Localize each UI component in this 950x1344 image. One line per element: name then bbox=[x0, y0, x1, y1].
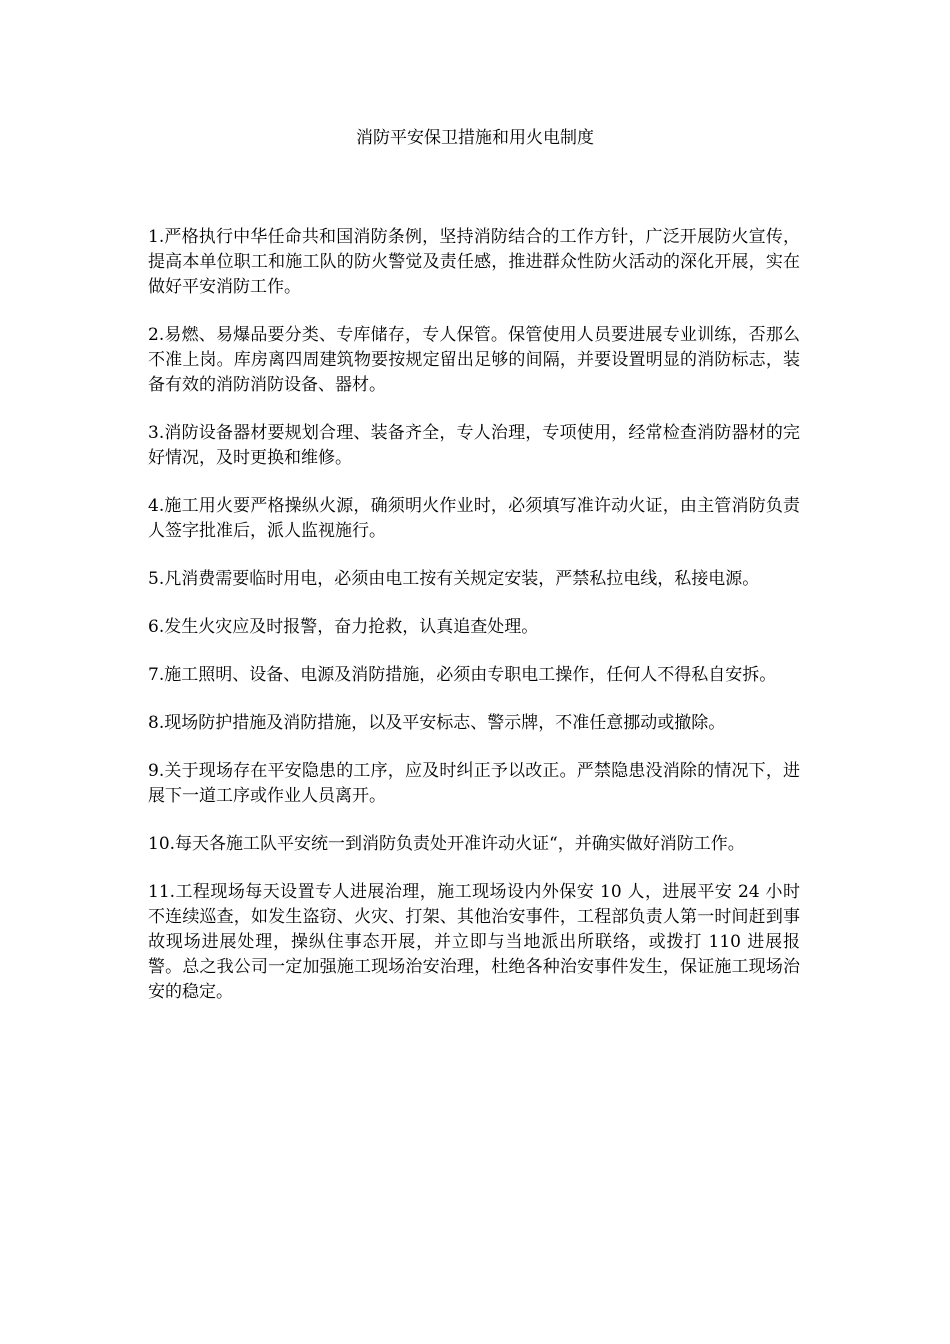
paragraph-8: 8.现场防护措施及消防措施，以及平安标志、警示牌，不准任意挪动或撤除。 bbox=[148, 713, 726, 733]
document-body bbox=[148, 225, 800, 1028]
paragraph-11: 11.工程现场每天设置专人进展治理，施工现场设内外保安 10 人，进展平安 24 小时不连续巡查，如发生盗窃、火灾、打架、其他治安事件，工程部负责人第一时间赶到事故现场进展处理，操纵住事态开展，并立即与当地派出所联络，或拨打 110 进展报警。总之我公司一定加强施工现场治安治理，杜绝各种治安事件发生，保证施工现场治安的稳定。 bbox=[148, 882, 800, 1002]
paragraph-5: 5.凡消费需要临时用电，必须由电工按有关规定安装，严禁私拉电线，私接电源。 bbox=[148, 569, 760, 589]
paragraph-6: 6.发生火灾应及时报警，奋力抢救，认真追查处理。 bbox=[148, 617, 539, 637]
paragraph-7: 7.施工照明、设备、电源及消防措施，必须由专职电工操作，任何人不得私自安拆。 bbox=[148, 665, 777, 685]
paragraph-1: 1.严格执行中华任命共和国消防条例，坚持消防结合的工作方针，广泛开展防火宣传，提高本单位职工和施工队的防火警觉及责任感，推进群众性防火活动的深化开展，实在做好平安消防工作。 bbox=[148, 227, 800, 297]
document-title: 消防平安保卫措施和用火电制度 bbox=[356, 128, 594, 148]
paragraph-10: 10.每天各施工队平安统一到消防负责处开准许动火证“，并确实做好消防工作。 bbox=[148, 834, 745, 854]
paragraph-3: 3.消防设备器材要规划合理、装备齐全，专人治理，专项使用，经常检查消防器材的完好情况，及时更换和维修。 bbox=[148, 423, 800, 468]
paragraph-2: 2.易燃、易爆品要分类、专库储存，专人保管。保管使用人员要进展专业训练，否那么不准上岗。库房离四周建筑物要按规定留出足够的间隔，并要设置明显的消防标志，装备有效的消防消防设备、器材。 bbox=[148, 325, 800, 395]
paragraph-4: 4.施工用火要严格操纵火源，确须明火作业时，必须填写准许动火证，由主管消防负责人签字批准后，派人监视施行。 bbox=[148, 496, 800, 541]
paragraph-9: 9.关于现场存在平安隐患的工序，应及时纠正予以改正。严禁隐患没消除的情况下，进展下一道工序或作业人员离开。 bbox=[148, 761, 800, 806]
